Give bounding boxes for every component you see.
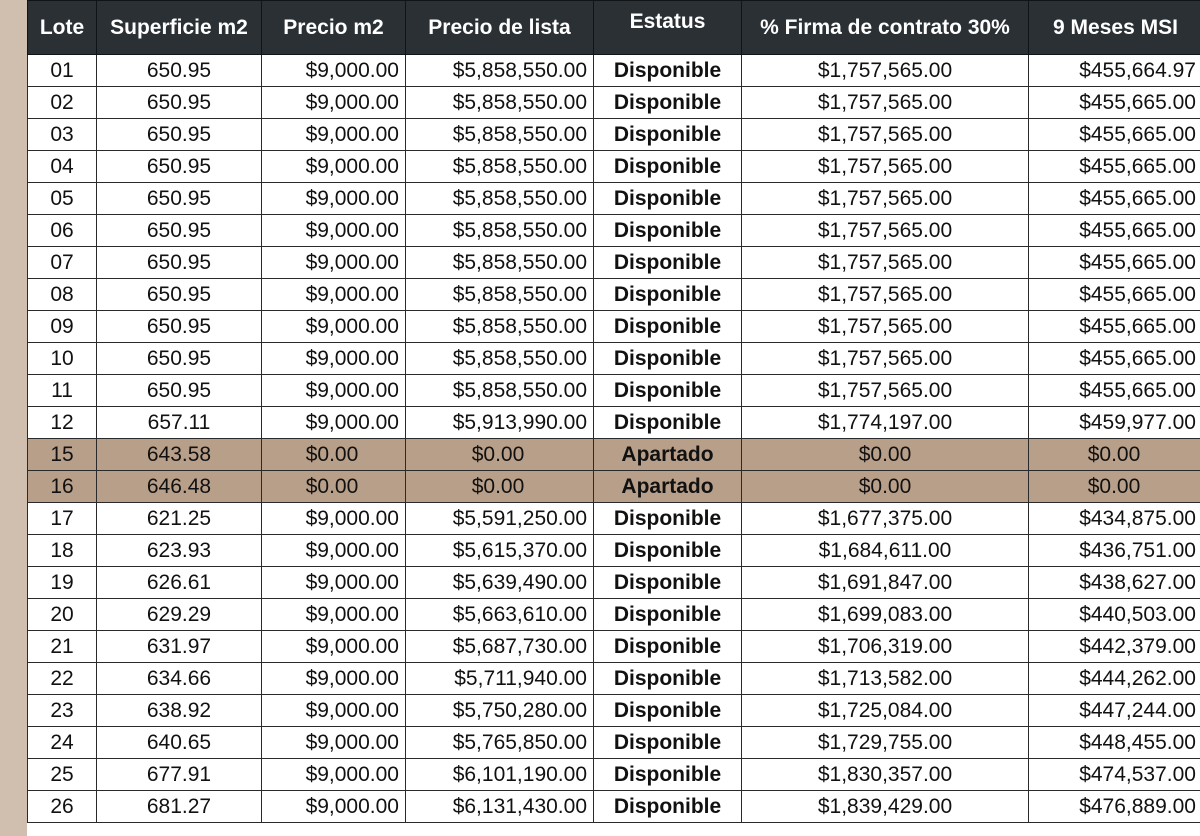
cell-meses-msi: $448,455.00	[1029, 727, 1200, 759]
cell-precio-lista: $5,750,280.00	[406, 695, 594, 727]
cell-precio-lista: $5,858,550.00	[406, 343, 594, 375]
cell-superficie: 638.92	[97, 695, 262, 727]
cell-meses-msi: $0.00	[1029, 471, 1200, 503]
cell-firma-contrato: $0.00	[742, 471, 1029, 503]
table-row	[28, 727, 1200, 759]
cell-lote: 18	[28, 535, 97, 567]
table-body	[28, 55, 1200, 823]
cell-lote: 15	[28, 439, 97, 471]
cell-lote: 21	[28, 631, 97, 663]
cell-lote: 19	[28, 567, 97, 599]
cell-precio-lista: $5,913,990.00	[406, 407, 594, 439]
cell-meses-msi: $476,889.00	[1029, 791, 1200, 823]
table-row	[28, 567, 1200, 599]
cell-estatus: Disponible	[594, 87, 742, 119]
cell-precio-m2: $9,000.00	[262, 55, 406, 87]
table-row	[28, 535, 1200, 567]
cell-meses-msi: $442,379.00	[1029, 631, 1200, 663]
cell-superficie: 650.95	[97, 215, 262, 247]
cell-precio-m2: $9,000.00	[262, 183, 406, 215]
table-row	[28, 247, 1200, 279]
cell-superficie: 634.66	[97, 663, 262, 695]
cell-precio-lista: $5,591,250.00	[406, 503, 594, 535]
cell-precio-m2: $9,000.00	[262, 279, 406, 311]
table-row	[28, 87, 1200, 119]
cell-precio-lista: $0.00	[406, 471, 594, 503]
cell-meses-msi: $455,665.00	[1029, 247, 1200, 279]
cell-meses-msi: $455,664.97	[1029, 55, 1200, 87]
cell-precio-m2: $9,000.00	[262, 407, 406, 439]
cell-precio-m2: $9,000.00	[262, 311, 406, 343]
cell-superficie: 681.27	[97, 791, 262, 823]
table-row	[28, 119, 1200, 151]
table-row	[28, 599, 1200, 631]
cell-meses-msi: $447,244.00	[1029, 695, 1200, 727]
cell-lote: 06	[28, 215, 97, 247]
cell-firma-contrato: $1,684,611.00	[742, 535, 1029, 567]
cell-precio-lista: $5,858,550.00	[406, 87, 594, 119]
cell-meses-msi: $455,665.00	[1029, 151, 1200, 183]
cell-lote: 16	[28, 471, 97, 503]
cell-precio-lista: $5,639,490.00	[406, 567, 594, 599]
cell-estatus: Disponible	[594, 535, 742, 567]
header-row	[28, 1, 1200, 55]
cell-precio-m2: $9,000.00	[262, 759, 406, 791]
cell-superficie: 650.95	[97, 375, 262, 407]
table-row	[28, 215, 1200, 247]
cell-precio-lista: $5,858,550.00	[406, 151, 594, 183]
cell-lote: 01	[28, 55, 97, 87]
cell-estatus: Disponible	[594, 375, 742, 407]
cell-precio-m2: $9,000.00	[262, 599, 406, 631]
cell-meses-msi: $436,751.00	[1029, 535, 1200, 567]
cell-estatus: Disponible	[594, 343, 742, 375]
cell-estatus: Disponible	[594, 183, 742, 215]
table-row	[28, 471, 1200, 503]
cell-firma-contrato: $1,774,197.00	[742, 407, 1029, 439]
cell-lote: 12	[28, 407, 97, 439]
cell-meses-msi: $455,665.00	[1029, 183, 1200, 215]
cell-estatus: Disponible	[594, 311, 742, 343]
cell-firma-contrato: $1,757,565.00	[742, 183, 1029, 215]
cell-precio-lista: $6,101,190.00	[406, 759, 594, 791]
cell-estatus: Disponible	[594, 599, 742, 631]
table-row	[28, 631, 1200, 663]
cell-lote: 05	[28, 183, 97, 215]
cell-superficie: 650.95	[97, 183, 262, 215]
cell-precio-lista: $5,858,550.00	[406, 375, 594, 407]
cell-superficie: 629.29	[97, 599, 262, 631]
cell-estatus: Disponible	[594, 503, 742, 535]
cell-firma-contrato: $1,757,565.00	[742, 55, 1029, 87]
cell-precio-m2: $9,000.00	[262, 535, 406, 567]
cell-estatus: Disponible	[594, 215, 742, 247]
header-superficie: Superficie m2	[97, 1, 262, 55]
cell-meses-msi: $444,262.00	[1029, 663, 1200, 695]
cell-estatus: Disponible	[594, 759, 742, 791]
cell-meses-msi: $455,665.00	[1029, 375, 1200, 407]
cell-superficie: 657.11	[97, 407, 262, 439]
cell-lote: 08	[28, 279, 97, 311]
cell-precio-m2: $9,000.00	[262, 695, 406, 727]
cell-superficie: 650.95	[97, 55, 262, 87]
table-row	[28, 503, 1200, 535]
cell-superficie: 650.95	[97, 311, 262, 343]
cell-estatus: Disponible	[594, 727, 742, 759]
cell-firma-contrato: $0.00	[742, 439, 1029, 471]
cell-meses-msi: $455,665.00	[1029, 87, 1200, 119]
cell-lote: 22	[28, 663, 97, 695]
cell-lote: 25	[28, 759, 97, 791]
cell-superficie: 643.58	[97, 439, 262, 471]
cell-estatus: Disponible	[594, 119, 742, 151]
cell-precio-m2: $9,000.00	[262, 87, 406, 119]
cell-firma-contrato: $1,757,565.00	[742, 343, 1029, 375]
cell-estatus: Disponible	[594, 279, 742, 311]
table-row	[28, 183, 1200, 215]
table-row	[28, 695, 1200, 727]
cell-superficie: 677.91	[97, 759, 262, 791]
cell-meses-msi: $434,875.00	[1029, 503, 1200, 535]
table-row	[28, 791, 1200, 823]
cell-precio-m2: $9,000.00	[262, 343, 406, 375]
cell-precio-m2: $9,000.00	[262, 791, 406, 823]
table-header	[28, 1, 1200, 55]
table-row	[28, 279, 1200, 311]
cell-precio-m2: $9,000.00	[262, 631, 406, 663]
cell-precio-m2: $9,000.00	[262, 247, 406, 279]
cell-precio-m2: $9,000.00	[262, 567, 406, 599]
header-firma-contrato: % Firma de contrato 30%	[742, 1, 1029, 55]
cell-estatus: Disponible	[594, 247, 742, 279]
cell-firma-contrato: $1,677,375.00	[742, 503, 1029, 535]
cell-firma-contrato: $1,713,582.00	[742, 663, 1029, 695]
cell-superficie: 640.65	[97, 727, 262, 759]
cell-precio-lista: $5,765,850.00	[406, 727, 594, 759]
header-precio-m2: Precio m2	[262, 1, 406, 55]
cell-lote: 24	[28, 727, 97, 759]
cell-firma-contrato: $1,757,565.00	[742, 215, 1029, 247]
cell-estatus: Disponible	[594, 663, 742, 695]
cell-precio-lista: $6,131,430.00	[406, 791, 594, 823]
cell-superficie: 650.95	[97, 151, 262, 183]
cell-meses-msi: $455,665.00	[1029, 119, 1200, 151]
header-meses-msi: 9 Meses MSI	[1029, 1, 1200, 55]
cell-estatus: Apartado	[594, 471, 742, 503]
cell-lote: 17	[28, 503, 97, 535]
cell-lote: 26	[28, 791, 97, 823]
cell-firma-contrato: $1,757,565.00	[742, 87, 1029, 119]
cell-meses-msi: $0.00	[1029, 439, 1200, 471]
cell-lote: 10	[28, 343, 97, 375]
cell-meses-msi: $459,977.00	[1029, 407, 1200, 439]
cell-superficie: 650.95	[97, 247, 262, 279]
cell-precio-lista: $5,663,610.00	[406, 599, 594, 631]
table-row	[28, 151, 1200, 183]
cell-lote: 20	[28, 599, 97, 631]
cell-precio-lista: $5,858,550.00	[406, 119, 594, 151]
header-lote: Lote	[28, 1, 97, 55]
cell-estatus: Apartado	[594, 439, 742, 471]
cell-meses-msi: $455,665.00	[1029, 311, 1200, 343]
cell-superficie: 623.93	[97, 535, 262, 567]
cell-firma-contrato: $1,757,565.00	[742, 119, 1029, 151]
table-row	[28, 311, 1200, 343]
cell-superficie: 650.95	[97, 87, 262, 119]
cell-precio-lista: $5,711,940.00	[406, 663, 594, 695]
cell-precio-m2: $9,000.00	[262, 151, 406, 183]
cell-precio-m2: $9,000.00	[262, 215, 406, 247]
cell-firma-contrato: $1,725,084.00	[742, 695, 1029, 727]
cell-firma-contrato: $1,830,357.00	[742, 759, 1029, 791]
cell-estatus: Disponible	[594, 407, 742, 439]
cell-precio-lista: $5,615,370.00	[406, 535, 594, 567]
cell-superficie: 650.95	[97, 343, 262, 375]
cell-firma-contrato: $1,729,755.00	[742, 727, 1029, 759]
cell-precio-m2: $9,000.00	[262, 727, 406, 759]
cell-lote: 09	[28, 311, 97, 343]
lot-price-table	[27, 0, 1200, 823]
cell-precio-lista: $5,858,550.00	[406, 55, 594, 87]
cell-precio-lista: $5,858,550.00	[406, 215, 594, 247]
table-row	[28, 407, 1200, 439]
cell-firma-contrato: $1,706,319.00	[742, 631, 1029, 663]
cell-precio-m2: $9,000.00	[262, 503, 406, 535]
cell-firma-contrato: $1,757,565.00	[742, 375, 1029, 407]
cell-lote: 07	[28, 247, 97, 279]
cell-lote: 02	[28, 87, 97, 119]
cell-estatus: Disponible	[594, 55, 742, 87]
cell-firma-contrato: $1,757,565.00	[742, 279, 1029, 311]
header-precio-lista: Precio de lista	[406, 1, 594, 55]
header-estatus: Estatus	[594, 1, 742, 55]
cell-superficie: 646.48	[97, 471, 262, 503]
cell-precio-lista: $5,687,730.00	[406, 631, 594, 663]
cell-meses-msi: $440,503.00	[1029, 599, 1200, 631]
cell-firma-contrato: $1,691,847.00	[742, 567, 1029, 599]
cell-estatus: Disponible	[594, 695, 742, 727]
cell-precio-lista: $5,858,550.00	[406, 311, 594, 343]
table-row	[28, 375, 1200, 407]
cell-precio-m2: $9,000.00	[262, 663, 406, 695]
cell-precio-lista: $5,858,550.00	[406, 279, 594, 311]
cell-precio-lista: $5,858,550.00	[406, 247, 594, 279]
cell-lote: 23	[28, 695, 97, 727]
table-row	[28, 663, 1200, 695]
cell-estatus: Disponible	[594, 567, 742, 599]
cell-estatus: Disponible	[594, 791, 742, 823]
cell-precio-m2: $9,000.00	[262, 375, 406, 407]
cell-firma-contrato: $1,757,565.00	[742, 311, 1029, 343]
cell-lote: 04	[28, 151, 97, 183]
cell-precio-m2: $0.00	[262, 439, 406, 471]
cell-precio-lista: $0.00	[406, 439, 594, 471]
cell-lote: 11	[28, 375, 97, 407]
cell-estatus: Disponible	[594, 151, 742, 183]
cell-lote: 03	[28, 119, 97, 151]
cell-estatus: Disponible	[594, 631, 742, 663]
cell-precio-m2: $9,000.00	[262, 119, 406, 151]
table-row	[28, 343, 1200, 375]
price-list-sheet	[27, 0, 1200, 836]
cell-firma-contrato: $1,757,565.00	[742, 151, 1029, 183]
cell-superficie: 626.61	[97, 567, 262, 599]
cell-meses-msi: $455,665.00	[1029, 343, 1200, 375]
cell-firma-contrato: $1,699,083.00	[742, 599, 1029, 631]
cell-meses-msi: $455,665.00	[1029, 215, 1200, 247]
table-row	[28, 759, 1200, 791]
table-row	[28, 439, 1200, 471]
cell-firma-contrato: $1,839,429.00	[742, 791, 1029, 823]
cell-meses-msi: $474,537.00	[1029, 759, 1200, 791]
table-row	[28, 55, 1200, 87]
cell-firma-contrato: $1,757,565.00	[742, 247, 1029, 279]
cell-superficie: 621.25	[97, 503, 262, 535]
cell-precio-lista: $5,858,550.00	[406, 183, 594, 215]
cell-meses-msi: $455,665.00	[1029, 279, 1200, 311]
cell-superficie: 650.95	[97, 119, 262, 151]
cell-superficie: 631.97	[97, 631, 262, 663]
cell-precio-m2: $0.00	[262, 471, 406, 503]
cell-meses-msi: $438,627.00	[1029, 567, 1200, 599]
cell-superficie: 650.95	[97, 279, 262, 311]
